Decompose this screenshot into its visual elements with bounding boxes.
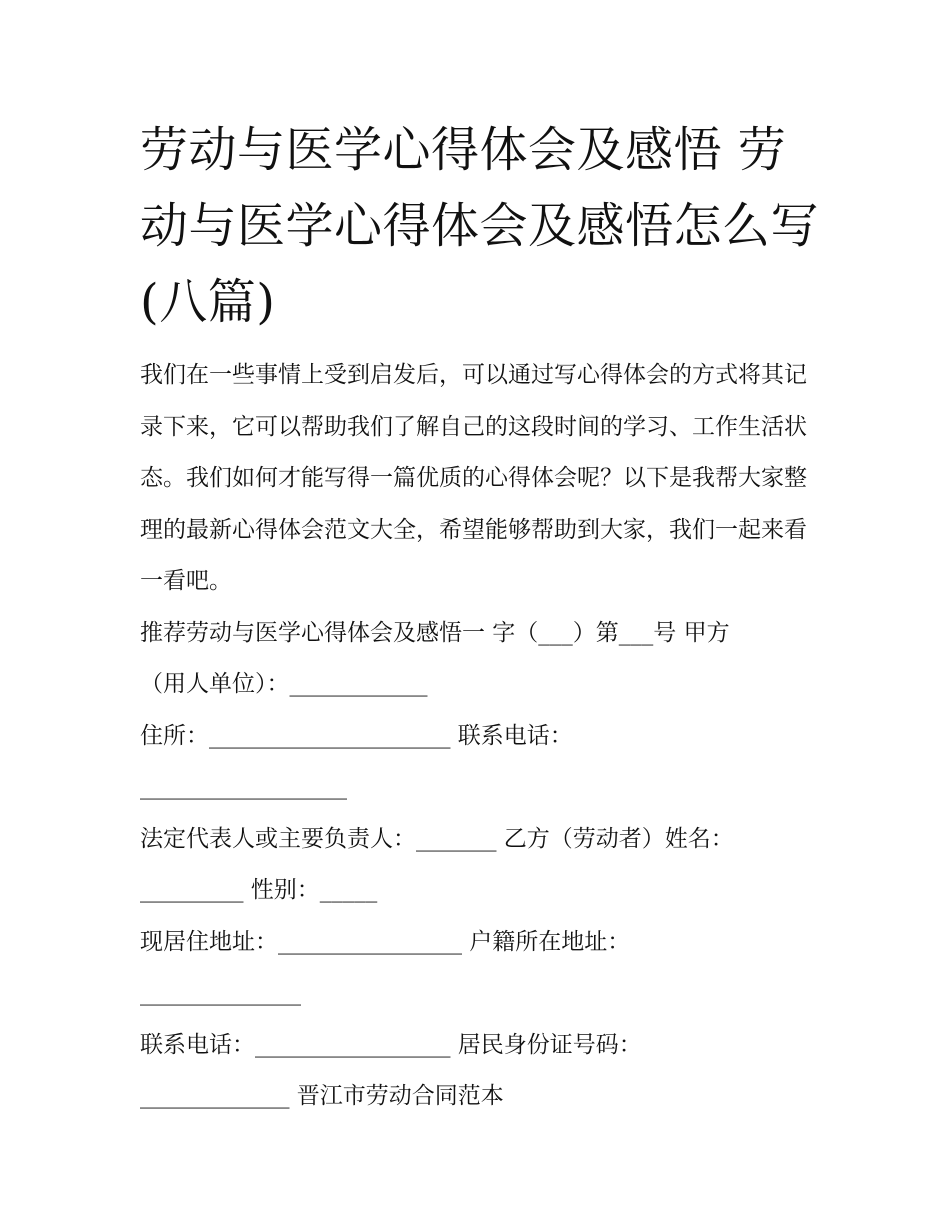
document-title: 劳动与医学心得体会及感悟 劳动与医学心得体会及感悟怎么写(八篇)	[140, 122, 820, 330]
contract-line-7: 现居住地址：________________ 户籍所在地址：	[140, 928, 631, 955]
contract-line-8: ______________	[140, 980, 301, 1006]
contract-line-9: 联系电话：_________________ 居民身份证号码：	[140, 1031, 642, 1058]
contract-line-2: （用人单位）：____________	[140, 671, 428, 697]
document-page	[140, 112, 820, 1123]
contract-line-5: 法定代表人或主要负责人：_______ 乙方（劳动者）姓名：	[140, 825, 734, 852]
contract-line-4: __________________	[140, 774, 347, 800]
contract-line-3: 住所：_____________________ 联系电话：	[140, 722, 573, 749]
contract-line-1: 推荐劳动与医学心得体会及感悟一 字（___）第___号 甲方	[140, 619, 730, 646]
contract-line-10: _____________ 晋江市劳动合同范本	[140, 1083, 504, 1109]
contract-line-6: _________ 性别：_____	[140, 877, 378, 903]
intro-paragraph: 我们在一些事情上受到启发后，可以通过写心得体会的方式将其记录下来，它可以帮助我们了解自己的这段时间的学习、工作生活状态。我们如何才能写得一篇优质的心得体会呢？以下是我帮大家整理的最新心得体会范文大全，希望能够帮助到大家，我们一起来看一看吧。	[140, 362, 807, 594]
